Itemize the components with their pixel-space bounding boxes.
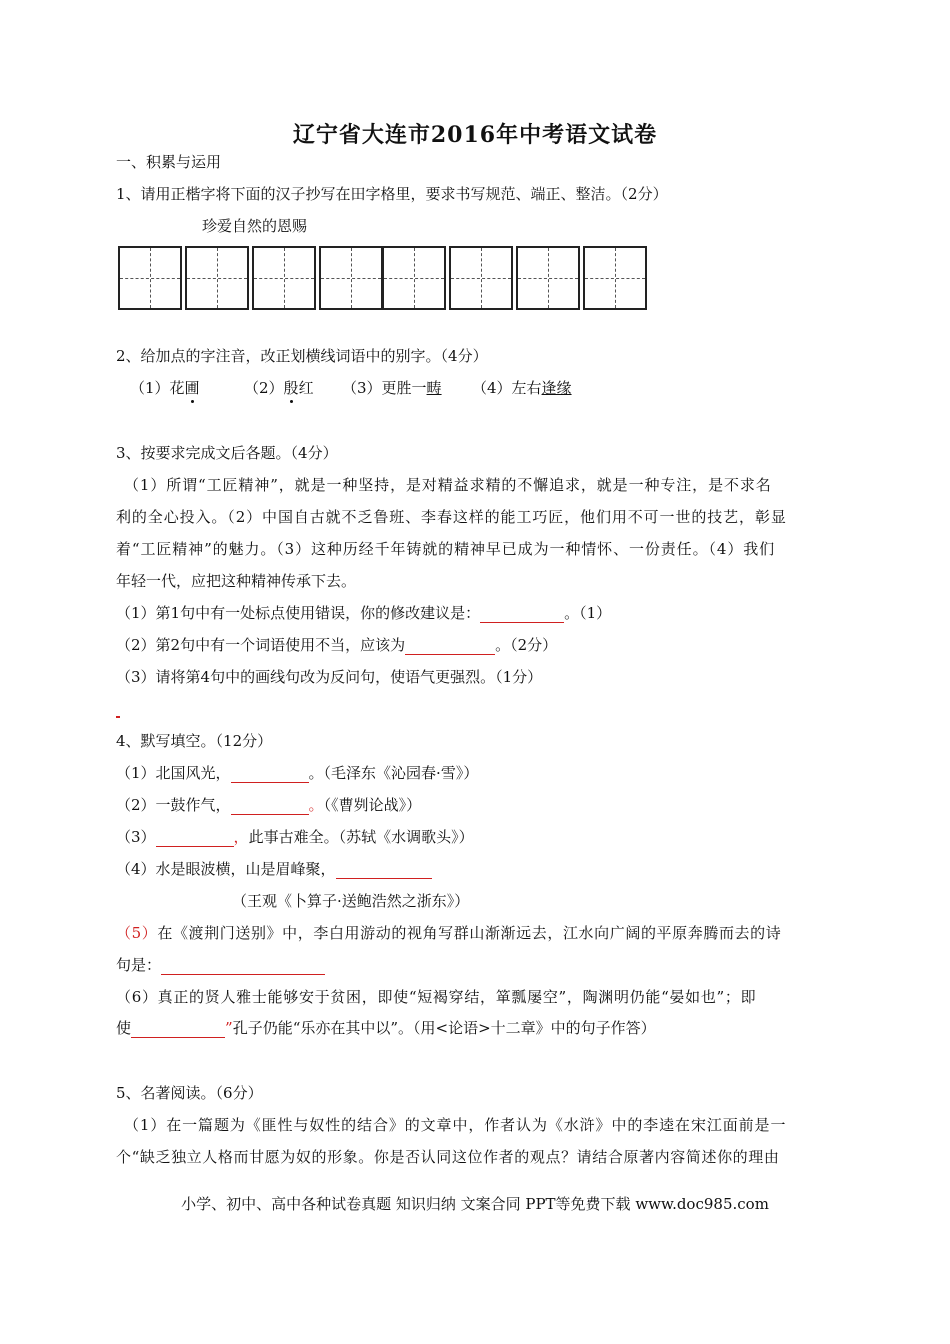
q3-sub-2-tail: 。（2分） [495,636,558,654]
q2-item-1 [130,378,200,398]
q2-item-2-num: （2） [244,379,284,397]
q3-passage-line: 利的全心投入。（2）中国自古就不乏鲁班、李春这样的能工巧匠，他们用不可一世的技艺，彰显 [116,508,787,526]
q4-item-6: （6）真正的贤人雅士能够安于贫困，即使“短褐穿结，箪瓢屡空”，陶渊明仍能“晏如也”；即 [116,988,757,1006]
q4-item-2-red-punct: 。 [308,796,324,814]
q4-item-4-source: （王观《卜算子·送鲍浩然之浙东》） [232,892,470,910]
tianzige-grid-left [118,246,386,310]
answer-blank[interactable] [131,1019,225,1038]
q5-passage-line: 个“缺乏独立人格而甘愿为奴的形象。你是否认同这位作者的观点？请结合原著内容简述你的理由 [116,1148,780,1166]
q3-sub-3: （3）请将第4句中的画线句改为反问句，使语气更强烈。（1分） [116,668,543,686]
q2-item-3 [342,378,442,398]
red-mark [116,716,120,718]
q4-item-4 [116,859,432,879]
q5-stem: 5、名著阅读。（6分） [116,1084,263,1102]
q4-item-5 [116,923,781,943]
q4-item-3-num: （3） [116,828,156,846]
answer-blank[interactable] [480,604,564,623]
q4-item-6-text: 孔子仍能“乐亦在其中以”。（用<论语>十二章》中的句子作答） [232,1019,656,1037]
q2-item-2-text: 红 [298,379,314,397]
q4-item-3 [116,827,474,847]
q4-item-1-source: 。（毛泽东《沁园春·雪》） [308,764,479,782]
tianzige-grid-right [382,246,650,310]
answer-blank[interactable] [336,860,432,879]
answer-blank[interactable] [161,956,325,975]
q3-sub-1-tail: 。（1） [564,604,612,622]
answer-blank[interactable] [156,828,234,847]
q5-passage-line: （1）在一篇题为《匪性与奴性的结合》的文章中，作者认为《水浒》中的李逵在宋江面前是一 [124,1116,787,1134]
tianzige-cell[interactable] [252,246,316,310]
tianzige-cell[interactable] [118,246,182,310]
q4-item-2-source: （《曹刿论战》） [323,796,422,814]
q3-sub-2-text: （2）第2句中有一个词语使用不当，应该为 [116,636,406,654]
dotted-char: 殷 [283,379,299,397]
q4-item-5-text: 在《渡荆门送别》中，李白用游动的视角写群山渐渐远去，江水向广阔的平原奔腾而去的诗 [157,924,782,942]
q3-sub-2 [116,635,557,655]
tianzige-cell[interactable] [319,246,383,310]
q4-item-5-label: 句是： [116,956,162,974]
q4-item-3-text: 此事古难全。（苏轼《水调歌头》） [248,828,474,846]
q4-item-2 [116,795,421,815]
q3-sub-1 [116,603,611,623]
q4-item-6-cont [116,1018,656,1038]
tianzige-cell[interactable] [382,246,446,310]
q3-passage-line: 着“工匠精神”的魅力。（3）这种历经千年铸就的精神早已成为一种情怀、一份责任。（4）我们 [116,540,776,558]
q4-item-5-num: （5） [116,924,158,942]
q1-phrase: 珍爱自然的恩赐 [202,217,308,235]
q2-item-4-text: （4）左右 [472,379,542,397]
answer-blank[interactable] [231,796,309,815]
section-heading: 一、积累与运用 [116,153,222,171]
q2-stem: 2、给加点的字注音，改正划横线词语中的别字。（4分） [116,347,488,365]
q4-item-3-red-punct: ， [233,828,249,846]
q3-passage-line: （1）所谓“工匠精神”，就是一种坚持，是对精益求精的不懈追求，就是一种专注，是不求名 [124,476,772,494]
page-title: 辽宁省大连市2016年中考语文试卷 [292,122,658,148]
q4-item-1-text: （1）北国风光， [116,764,231,782]
tianzige-cell[interactable] [185,246,249,310]
q2-item-2 [244,378,314,398]
q2-item-4 [472,378,572,398]
answer-blank[interactable] [405,636,495,655]
underlined-word: 畴 [426,379,442,397]
tianzige-cell[interactable] [583,246,647,310]
tianzige-cell[interactable] [449,246,513,310]
page-footer: 小学、初中、高中各种试卷真题 知识归纳 文案合同 PPT等免费下载 www.doc985.com [181,1195,769,1213]
q2-item-1-text: （1）花 [130,379,185,397]
dotted-char: 圃 [184,379,200,397]
q4-item-2-text: （2）一鼓作气， [116,796,231,814]
q3-sub-1-text: （1）第1句中有一处标点使用错误，你的修改建议是： [116,604,481,622]
q1-stem: 1、请用正楷字将下面的汉子抄写在田字格里，要求书写规范、端正、整洁。（2分） [116,185,668,203]
q4-stem: 4、默写填空。（12分） [116,732,273,750]
answer-blank[interactable] [231,764,309,783]
q4-item-6-lead: 使 [116,1019,132,1037]
q3-stem: 3、按要求完成文后各题。（4分） [116,444,338,462]
tianzige-cell[interactable] [516,246,580,310]
q4-item-5-cont [116,955,325,975]
q2-item-3-text: （3）更胜一 [342,379,427,397]
q4-item-1 [116,763,478,783]
underlined-word: 逢缘 [541,379,572,397]
q4-item-4-text: （4）水是眼波横，山是眉峰聚， [116,860,336,878]
q4-item-6-red-quote: ” [225,1019,233,1037]
q3-passage-line: 年轻一代，应把这种精神传承下去。 [116,572,357,590]
